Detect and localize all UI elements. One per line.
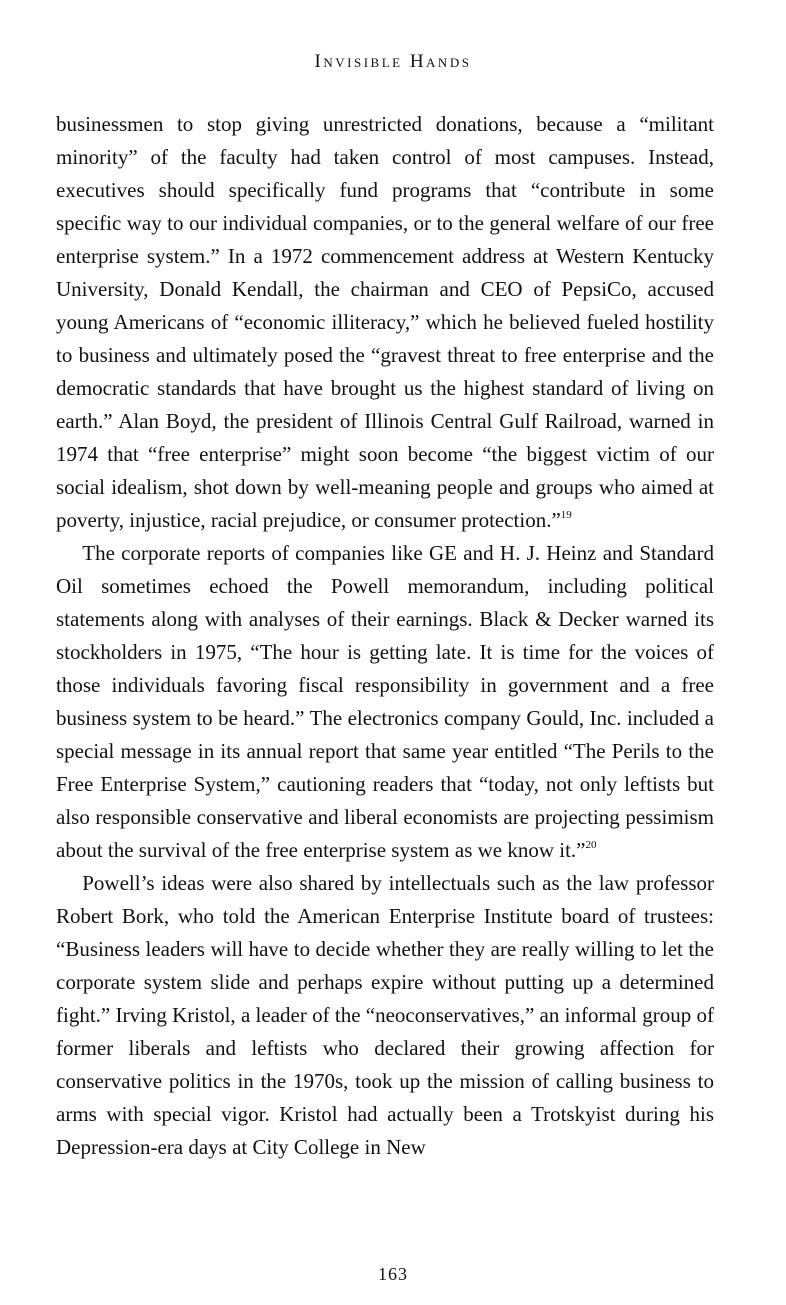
paragraph-1 — [56, 108, 714, 537]
paragraph-2 — [56, 537, 714, 867]
footnote-ref-20: 20 — [585, 839, 597, 851]
paragraph-2-text: The corporate reports of companies like GE and H. J. Heinz and Standard Oil sometimes echoed the Powell memorandum, including political statements along with analyses of their earnings. Black & Decker warned its stockholders in 1975, “The hour is getting late. It is time for the voices of those individuals favoring fiscal responsibility in government and a free business system to be heard.” The electronics company Gould, Inc. included a special message in its annual report that same year entitled “The Perils to the Free Enterprise System,” cautioning readers that “today, not only leftists but also responsible conservative and liberal economists are projecting pessimism about the survival of the free enterprise system as we know it.” — [56, 541, 714, 862]
body-text — [56, 108, 714, 1164]
paragraph-1-text: businessmen to stop giving unrestricted donations, because a “militant minority” of the faculty had taken control of most campuses. Instead, executives should specifically fund programs that “contribute in some specific way to our individual companies, or to the general welfare of our free enterprise system.” In a 1972 commencement address at Western Kentucky University, Donald Kendall, the chairman and CEO of PepsiCo, accused young Americans of “economic illiteracy,” which he believed fueled hostility to business and ultimately posed the “gravest threat to free enterprise and the democratic standards that have brought us the highest standard of living on earth.” Alan Boyd, the president of Illinois Central Gulf Railroad, warned in 1974 that “free enterprise” might soon become “the biggest victim of our social idealism, shot down by well-meaning people and groups who aimed at poverty, injustice, racial prejudice, or consumer protection.” — [56, 112, 714, 532]
page-number: 163 — [378, 1264, 408, 1284]
paragraph-3-text: Powell’s ideas were also shared by intellectuals such as the law professor Robert Bork, who told the American Enterprise Institute board of trustees: “Business leaders will have to decide whether they are really willing to let the corporate system slide and perhaps expire without putting up a determined fight.” Irving Kristol, a leader of the “neoconservatives,” an informal group of former liberals and leftists who declared their growing affection for conservative politics in the 1970s, took up the mission of calling business to arms with special vigor. Kristol had actually been a Trotskyist during his Depression-era days at City College in New — [56, 871, 714, 1159]
running-head: Invisible Hands — [314, 51, 472, 72]
paragraph-3 — [56, 867, 714, 1164]
footnote-ref-19: 19 — [560, 509, 572, 521]
